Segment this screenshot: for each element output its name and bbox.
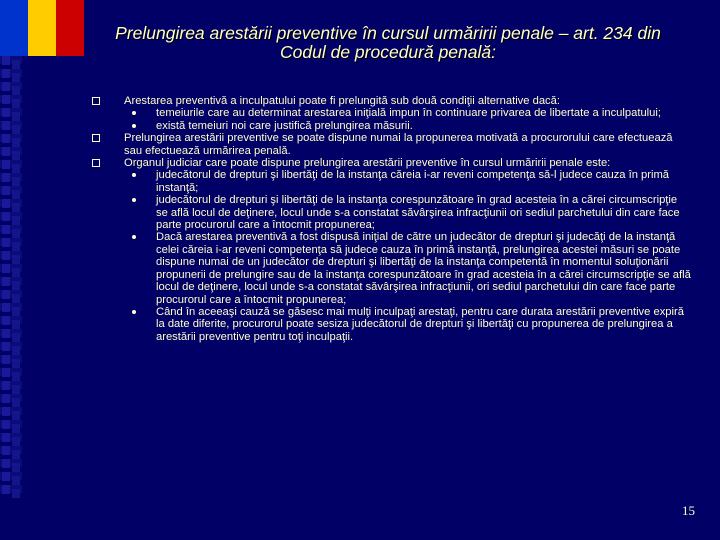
- dot-bullet-icon: [132, 124, 136, 128]
- slide-body: [92, 95, 692, 343]
- sub-bullet-text: Dacă arestarea preventivă a fost dispusă iniţial de către un judecător de drepturi şi judecăţi de la instanţă celei căreia i-ar reveni competenţa să judece cauza în primă instanţă, prelungirea acestei măsuri se poate dispune numai de un judecător de drepturi şi libertăţi de la instanţa competentă în momentul soluţionării propunerii de prelungire sau de la instanţa corespunzătoare în grad acesteia în a cărei circumscripţie se află locul de deţinere, locul unde s-a constatat săvârşirea infracţiunii, ori sediul parchetului din care face parte procurorul care a întocmit propunerea;: [156, 231, 691, 306]
- sub-bullet-text: temeiurile care au determinat arestarea iniţială impun în continuare privarea de libertate a inculpatului;: [156, 107, 661, 120]
- bullet-item: [92, 132, 692, 157]
- sub-bullet-item: [92, 306, 692, 343]
- flag-stripe-red: [56, 0, 84, 56]
- sub-bullet-item: [92, 194, 692, 231]
- sub-bullet-item: [92, 120, 692, 132]
- sub-bullet-item: [92, 107, 692, 119]
- bullet-text: Organul judiciar care poate dispune prelungirea arestării preventive în cursul urmăririi penale este:: [124, 157, 611, 170]
- sub-bullet-item: [92, 169, 692, 194]
- sub-bullet-item: [92, 231, 692, 305]
- dot-bullet-icon: [132, 198, 136, 202]
- sub-bullet-text: Când în aceeaşi cauză se găsesc mai mulţi inculpaţi arestaţi, pentru care durata arestării preventive expiră la date diferite, procurorul poate sesiza judecătorul de drepturi şi libertăţi cu propunerea de prelungirea a arestării preventive pentru toţi inculpaţii.: [156, 305, 684, 343]
- sub-bullet-text: judecătorul de drepturi şi libertăţi de la instanţa corespunzătoare în grad acesteia în a cărei circumscripţie se află locul de deţinere, locul unde s-a constatat săvârşirea infracţiunii ori sediul parchetului din care face parte procurorul care a întocmit propunerea;: [156, 194, 680, 232]
- flag-stripe-yellow: [28, 0, 56, 56]
- bullet-item: [92, 157, 692, 169]
- flag-stripe-blue: [0, 0, 28, 56]
- sub-bullet-text: există temeiuri noi care justifică prelungirea măsurii.: [156, 119, 413, 132]
- sub-bullet-text: judecătorul de drepturi şi libertăţi de la instanţa căreia i-ar reveni competenţa să-l judece cauza în primă instanţă;: [156, 169, 670, 194]
- dot-bullet-icon: [132, 111, 136, 115]
- bullet-text: Prelungirea arestării preventive se poate dispune numai la propunerea motivată a procurorului care efectuează sau efectuează urmărirea penală.: [124, 132, 673, 157]
- bullet-text: Arestarea preventivă a inculpatului poate fi prelungită sub două condiţii alternative dacă:: [124, 95, 560, 107]
- page-number: 15: [682, 503, 695, 518]
- square-bullet-icon: [92, 134, 100, 142]
- dot-bullet-icon: [132, 235, 136, 239]
- square-bullet-icon: [92, 97, 100, 105]
- slide-title: Prelungirea arestării preventive în cursul urmăririi penale – art. 234 din Codul de procedură penală:: [115, 23, 661, 62]
- bullet-item: [92, 95, 692, 107]
- dot-bullet-icon: [132, 310, 136, 314]
- decorative-checker-column: [0, 56, 22, 498]
- square-bullet-icon: [92, 159, 100, 167]
- dot-bullet-icon: [132, 173, 136, 177]
